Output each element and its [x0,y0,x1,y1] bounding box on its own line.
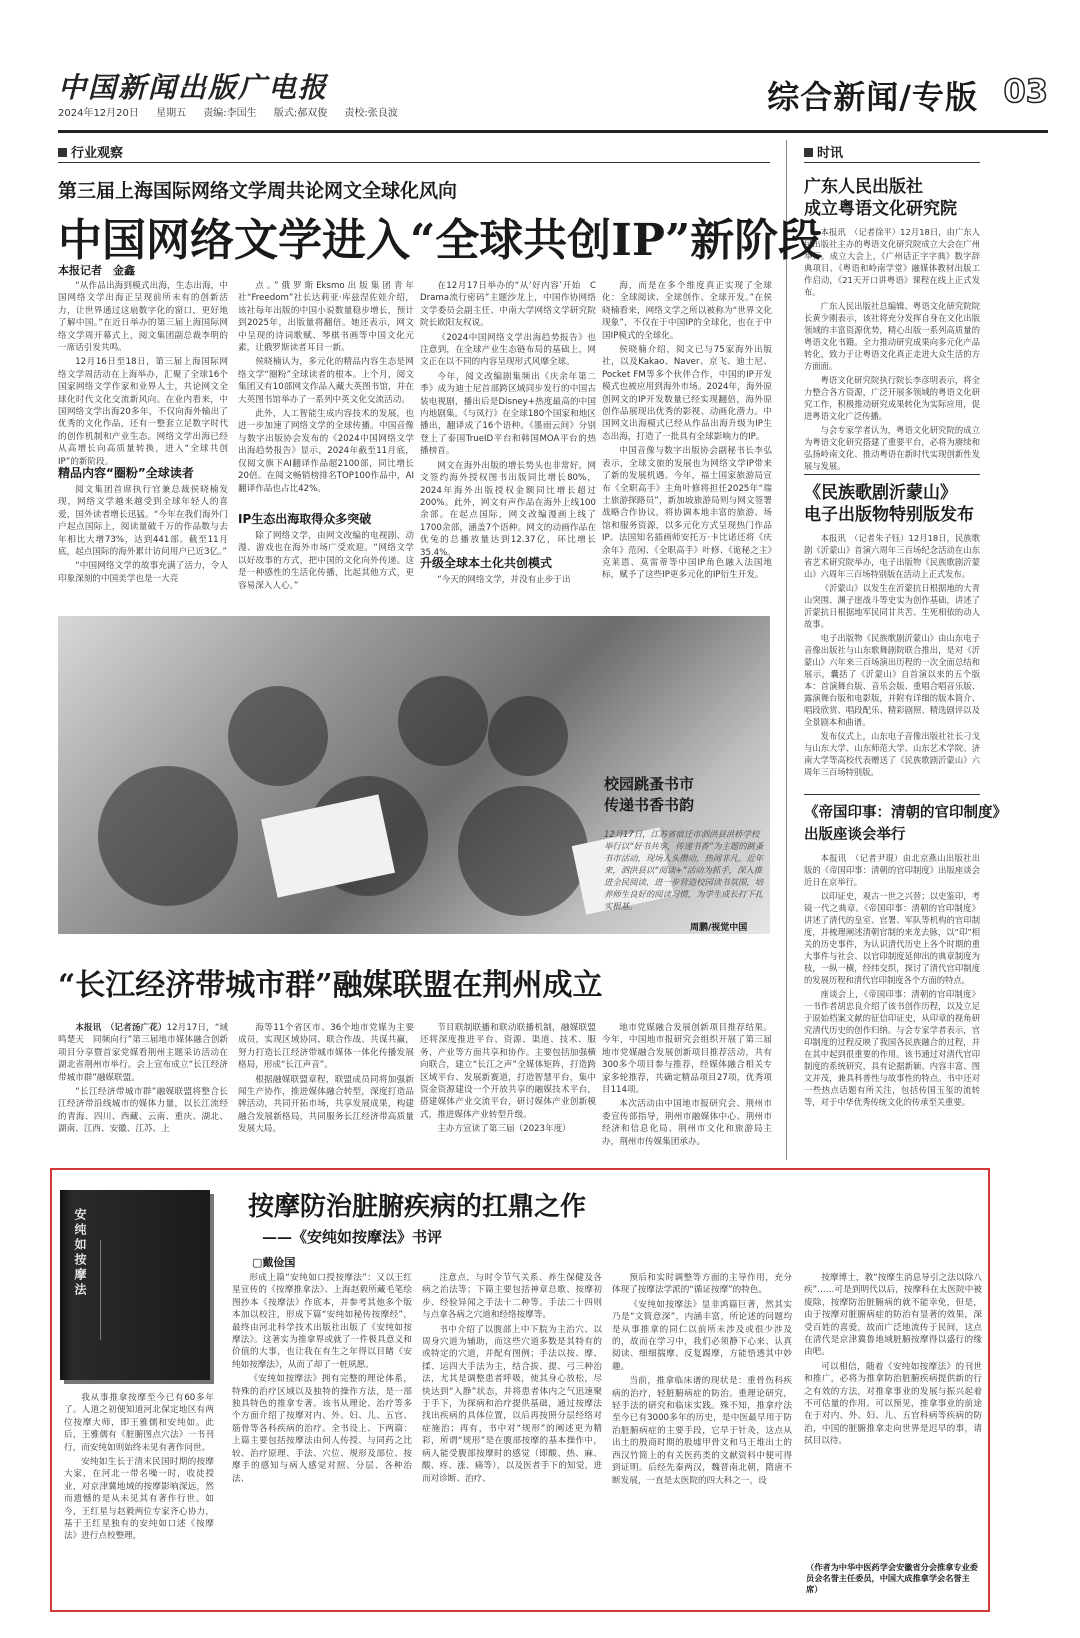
author-mark-icon: ▢ [252,1256,263,1269]
photo-shape [398,676,488,766]
photo-shape [98,766,238,906]
sidebar-story-3-title: 《帝国印事：清朝的官印制度》 出版座谈会举行 [804,804,1007,843]
issue-proof: 责校:张良波 [344,108,398,119]
article-kicker: 第三届上海国际网络文学周共论网文全球化风向 [58,180,458,202]
sidebar-story-2-text: 本报讯 （记者朱子钰）12月18日，民族歌剧《沂蒙山》首演六周年三百场纪念活动在山东省艺术研究院举办，电子出版物《民族歌剧沂蒙山》六周年三百场特别版在活动上正式发布。 《沂蒙山》以发生在沂蒙抗日根据地的大青山突围、渊子崖战斗等史实为创作基础，讲述了沂蒙抗日根据地军民同甘共苦、生死相依的动人故事。 电子出版物《民族歌剧沂蒙山》由山东电子音像出版社与山东歌舞剧院联合推出，是对《沂蒙山》六年来三百场演出历程的一次全面总结和展示，囊括了《沂蒙山》自首演以来的五个版本：首演舞台版、音乐会版、重唱合唱音乐版、露演舞台版和电影版，并附有详细的版本简介、唱段欣赏、唱段配乐、精彩剧照、精选剧评以及全景剧本和曲谱。 发布仪式上，山东电子音像出版社社长刁戈与山东大学、山东师范大学、山东艺术学院、济南大学等高校代表赠送了《民族歌剧沂蒙山》六周年三百场特别版。 [804,533,980,777]
review-subtitle: ——《安纯如按摩法》书评 [262,1228,443,1246]
article-subhead-3: 升级全球本土化共创模式 [420,556,553,570]
issue-date: 2024年12月20日 [58,108,139,119]
review-title: 按摩防治脏腑疾病的扛鼎之作 [248,1192,587,1222]
article2-column-3: 节目联制联播和联动联播机制，融媒联盟还将深度推进平台、资源、渠道、技术、服务、产业等方面共享和协作。主要包括加强横向联合，建立“长江之声”全媒体矩阵，打造跨区域平台、发展新赛道，打造智慧平台，集中资金资源建设一个开放共享的融媒技术平台，搭建媒体产业交流平台，研讨媒体产业创新模式，推进媒体产业转型升级。 主办方宣读了第三届（2023年度） [420,1023,596,1135]
section-tag-news: 时讯 [804,142,843,161]
article-headline: 中国网络文学进入“全球共创IP”新阶段 [58,215,823,266]
paper-name: 中国新闻出版广电报 [58,71,329,104]
article2-headline: “长江经济带城市群”融媒联盟在荆州成立 [58,968,603,1003]
photo-shape [458,786,588,916]
section-title: 综合新闻/专版 [767,78,978,116]
article-subhead-2: IP生态出海取得众多突破 [238,512,372,526]
photo-caption: 12月17日，江苏省宿迁市泗洪县洪桥学校举行以“好书共享，传递书香”为主题的跳蚤书市活动，现场人头攒动，热闹非凡。近年来，泗洪县以“阅读+”活动为抓手，深入推进全民阅读，进一步营造校园读书氛围，培养师生良好的阅读习惯，为学生成长打下扎实根基。 [604,829,764,911]
photo-shape [488,696,568,776]
column-divider [786,140,787,1160]
article-column-1: “从作品出海到模式出海，生态出海，中国网络文学出海正呈现前所未有的创新活力，让世界通过这扇数字化的窗口，更好地了解中国。”在近日举办的第三届上海国际网络文学周开幕式上，阅文集团副总裁李明的一席话引发共鸣。 12月16日至18日，第三届上海国际网络文学周活动在上海举办，汇聚了全球16个国家网络文学作家和业界人士，共论网文全球化时代文化交流新风向。在业内看来，中国网络文学出海20多年，不仅向海外输出了优秀的文化作品，还有一整套立足数字时代的创作机制和产业生态。网络文学出海已经从高增长向高质量转换，进入“全球共创IP”的新阶段。 [58,281,228,467]
article2-column-1: 本报讯 （记者汤广花）12月17日，“域鸣楚天 同频向行”第三届地市媒体融合创新项目分享暨首家党媒看荆州主题采访活动在湖北省荆州市举行。会上宣布成立“长江经济带城市群”融媒联盟。 “长江经济带城市群”融媒联盟将整合长江经济带沿线城市的媒体力量，以长江流经的青海、四川、西藏、云南、重庆、湖北、湖南、江西、安徽、江苏、上 [58,1023,229,1135]
page-number: 03 [1003,72,1048,110]
sidebar-story-3-text: 本报讯 （记者尹琨）由北京燕山出版社出版的《帝国印事：清朝的官印制度》出版座谈会近日在京举行。 以印证史，观古一世之兴替；以史鉴印，考镜一代之典章。《帝国印事：清朝的官印制度》讲述了清代的皇室、官署、军队等机构的官印制度，并梳理阐述清朝官制的来龙去脉，以“印”相关的历史事件，为认识清代历史上各个时期的重大事件与社会、以官印制度延伸出的典章制度为枝，一纵一横，经纬交织，探讨了清代官印制度的发展历程和清代官印制度各个方面的特点。 座谈会上，《帝国印事：清朝的官印制度》一书作者胡忠良介绍了该书创作历程，以及立足于原始档案文献的征信印证史，从印章的视角研究清代历史的创作归纳。与会专家学者表示，官印制度的过程反映了我国各民族融合的过程，并在其中起到很重要的作用。该书通过对清代官印制度的系统研究，具有论据新颖、内容丰富、图文并茂，兼具科普性与故事性的特点。书中还对一些热点话题有所关注，包括传国玉玺的流转等，对于中华优秀传统文化的传承至关重要。 [804,853,980,1107]
sidebar-story-2-title: 《民族歌剧沂蒙山》 电子出版物特别版发布 [804,483,974,525]
issue-line [58,104,412,119]
issue-weekday: 星期五 [156,108,187,119]
article-column-3: 在12月17日举办的“从‘好内容’开始 C Drama流行密码”主题沙龙上，中国作协网络文学委员会副主任、中南大学网络文学研究院院长欧阳友权说。 《2024中国网络文学出海趋势报告》也注意到，在全球产业生态链布局的基础上，网文正在以不同的内容呈现形式风靡全球。 今年，阅文改编剧集频出《庆余年第二季》成为迪士尼首部跨区域同步发行的中国古装电视剧，播出后是Disney+热度最高的中国内地剧集。《与凤行》在全球180个国家和地区播出，翻译成了16个语种。《墨雨云间》分别登上了泰国TrueID平台和韩国MOA平台的热播榜首。 网文在海外出版的增长势头也非常好。网文签约海外授权图书出版同比增长80%，2024年海外出版授权金额同比增长超过200%。此外，网文有声作品在海外上线100余部。在起点国际，网文改编漫画上线了1700余部，涵盖7个语种。网文的动画作品在优兔的总播放量达到12.37亿，环比增长35.4%。 [420,281,596,558]
review-column-4: 预后和实时调整等方面的主导作用，充分体现了按摩法学派的“循证按摩”的特色。 《安纯如按摩法》显非鸿篇巨著，然其实乃是“文简意深”，内涵丰富，所论述的问题均是从事推拿的同仁以前所未涉及或很少涉及的，故而在学习中，我们必须静下心来、认真阅读、细细揣摩、反复踢摩，方能悟透其中妙趣。 当前，推拿临床谱的现状是：重骨伤科疾病的治疗，轻脏腑病症的防治。重理论研究，轻手法的研究和临床实践。殊不知，推拿疗法至今已有3000多年的历史，是中医最早用于防治脏腑病症的主要手段，它早于针灸，这点从出土的殷商时期的股墟甲骨文和马王堆出土的西汉竹简上的有关医药类的文献资料中便可得到证明。后经先秦两汉，魏晋南北朝，隋唐不断发展，一直是太医院的四大科之一，设 [612,1273,792,1486]
book-cover-line [100,1240,101,1340]
article-column-4: 海，而是在多个维度真正实现了全球化：全球阅读、全球创作、全球开发。”在侯晓楠看来，网络文学之所以被称为“世界文化现象”，不仅在于中国IP的全球化，也在于中国IP模式的全球化。 侯晓楠介绍，阅文已与75家海外出版社，以及Kakao、Naver、京飞、迪士尼、Pocket FM等多个伙伴合作，中国的IP开发模式也被应用到海外市场。2024年，海外原创网文的IP开发数量已经实现翻倍，海外原创作品展现出优秀的影视、动画化潜力。中国网文出海模式已经从作品出海升级为IP生态出海，打造了一批具有全球影响力的IP。 中国音像与数字出版协会副秘书长李弘表示，全球文旅的发展也为网络文学IP带来了新的发展机遇。今年，福士国家旅游局宣布《全职高手》主角叶修将担任2025年“瑞士旅游探路员”，新加坡旅游局则与网文签署战略合作协议，将协调本地丰富的旅游、场馆和服务资源，以多元化方式呈现热门作品IP。法国知名插画师安托万·卡比诺还将《庆余年》范闲、《全职高手》叶修、《诡秘之主》克莱恩、莫雷蒂等中国IP角色融入法国地标，赋予了这些IP更多元化的IP衍生开发。 [602,281,772,581]
article-subhead-1: 精品内容“圈粉”全球读者 [58,466,194,480]
review-column-1: 我从事推拿按摩至今已有60多年了。人道之初便知道河北保定地区有两位按摩大师，即王雅儒和安纯如。此后，王雅儒有《脏腑图点穴法》一书刊行，而安纯如则始终未见有著作问世。 安纯如生长于清末民国时期的按摩大家，在河北一带名噪一时，收徒授业，对京津冀地域的按摩影响深远，然而遗憾的是从未见其有著作行世。如今，王红星与赵毅两位专家齐心协力，基于王红星独有的安纯如口述《按摩法》进行点校整理， [64,1393,214,1542]
review-author-note: （作者为中华中医药学会安徽省分会推拿专业委员会名誉主任委员，中国大成推拿学会名誉主席） [806,1562,978,1594]
photo-credit: 周鹏/视觉中国 [690,923,748,933]
article2-column-2: 海等11个省区市、36个地市党媒为主要成员，实现区域协同、联合作战、共谋共赢，努力打造长江经济带城市媒体一体化传播发展格局，形成“长江声音”。 根据融媒联盟章程，联盟成员同将加强新闻生产协作，推进媒体融合转型，深度打造品牌活动，共同开拓市场，共享发展成果，构建融合发展新格局，共同服务长江经济带高质量发展大局。 [238,1023,414,1135]
photo-shape [228,686,328,786]
masthead [58,66,1048,124]
review-author: ▢戴俭国 [252,1256,296,1269]
divider [804,474,980,475]
article-column-3b: “今天的网络文学，并没有止步于出 [437,575,571,585]
review-column-3: 注意点，与时令节气关系、养生保健及各病之治法等；下篇主要包括神章总歌、按摩初步、经验异闻之手法十二种等。手法二十四则与点拿各病之穴道和经络按摩等。 书中介绍了以腹部上中下脘为主治穴、以周身穴道为辅助，而这些穴道多数是其特有的或特定的穴道，并配有图例；手法以按、摩、揉、运四大手法为主，结合拔、提、弓三种治法，尤其是调整患者呼吸，使其身心放松，尽快达到“入静”状态，并将患者体内之气迅速聚于手下，为探病和治疗提供基础，通过按摩法找出疾病的具体位置，以后再按照分层经络对症施治；再有，书中对“规形”的阐述更为精彩，所谓“规形”是在腹部按摩的基本操作中，病人能受腹部按摩时的感觉（即酸、热、麻、酸、疼、涨、痛等），以及医者手下的知觉，进而对诊断、治疗、 [422,1273,602,1484]
sidebar-story-1-text: 本报讯 （记者徐平）12月18日，由广东人民出版社主办的粤语文化研究院成立大会在广州举行。成立大会上，《广州话正字字典》数字辞典项目、《粤语和岭南学堂》融媒体教材出版工作启动，《21天开口讲粤语》课程在线上正式发布。 广东人民出版社总编辑、粤语文化研究院院长黄少刚表示，该社将充分发挥自身在文化出版领域的丰富资源优势，精心出版一系列高质量的粤语文化书籍。全力推动研究成果向多元化产品转化，致力于让粤语文化真正走进大众生活的方方面面。 粤语文化研究院执行院长李彦明表示，将全力整合各方资源，广泛开展多领域的粤语文化研究工作，积极推动研究成果转化为实际应用，促进粤语文化广泛传播。 与会专家学者认为，粤语文化研究院的成立为粤语文化研究搭建了重要平台，必将为赓续和弘扬岭南文化、推动粤语在新时代实现创新性发展与发展。 [804,227,980,471]
book-cover-title: 安纯如按摩法 [73,1208,87,1298]
photo-caption-title: 校园跳蚤书市 传递书香书韵 [604,775,695,814]
masthead-rule [58,130,1048,133]
article-byline: 本报记者 金鑫 [58,264,135,277]
divider [58,162,770,163]
issue-editor: 责编:李国生 [203,108,257,119]
review-column-2: 形成上篇“安纯如口授按摩法”：又以王红星宣传的《按摩推拿法》、上海赵毅所藏毛笔绘图抄本《按摩法》作底本，并参考其他多个版本加以校注，形成下篇“安纯如秘传按摩经”，最终由河北科学技术出版社出版了《安纯如按摩法》。这著实为推拿界或就了一件极具意义和价值的大事，也让我在有生之年得以目睹《安纯如按摩法》，从而了却了一桩夙愿。 《安纯如按摩法》拥有完整的理论体系，特殊的治疗区域以及独特的操作方法，是一部独具特色的推拿专著。该书从理论、治疗等多个方面介绍了按摩对内、外、妇、儿、五官、筋骨等各科疾病的治疗。全书设上、下两篇：上篇主要包括按摩法由何人传授、与同药之比较、治疗原理、手法、穴位、规形及部位、按摩手的感知与病人感觉对照、分层、各种治法、 [232,1273,412,1484]
review-column-5: 按摩博士，教“按摩生消息导引之法以除八疾”……可是到明代以后，按摩科在太医院中被废除，按摩防治脏腑病的就不能幸免，但是，由于按摩对脏腑病症的防治有显著的效果，深受百姓的喜爱，故而广泛地流传于民间，这点在清代是京津冀鲁地域脏腑按摩得以盛行的缘由吧。 可以相信，随着《安纯如按摩法》的刊世和推广，必将为推拿防治脏腑疾病提供新的行之有效的方法，对推拿事业的发展与振兴起着不可估量的作用。可以预见，推拿事业的前途在于对内、外、妇、儿、五官科病等疾病的防治，中国的脏腑推拿走向世界是迟早的事，请拭目以待。 [804,1273,982,1447]
section-tag-industry: 行业观察 [58,142,123,161]
article2-column-4: 地市党媒融合发展创新项目推荐结果。今年，中国地市报研究会组织开展了第三届地市党媒融合发展创新项目推荐活动，共有300多个项目参与推荐，经媒体融合相关专家多轮推荐，共确定精品项目27项，优秀项目114项。 本次活动由中国地市报研究会、荆州市委宣传部指导，荆州市融媒体中心、荆州市经济和信息化局、荆州市文化和旅游局主办，荆州市传媒集团承办。 [602,1023,772,1147]
article-column-2: 点。”俄罗斯Eksmo出版集团青年社“Freedom”社长达莉亚·库兹涅佐娃介绍，该社每年出版的中国小说数量稳步增长，预计到2025年，出版量将翻倍。她还表示，网文中呈现的诗词歌赋、琴棋书画等中国文化元素，让俄罗斯读者耳目一新。 侯晓楠认为，多元化的精品内容生态是网络文学“圈粉”全球读者的根本。上个月，阅文集团又有10部网文作品入藏大英图书馆，并在大英图书馆举办了一系列中英文化交流活动。 此外，人工智能生成内容技术的发展，也进一步加速了网络文学的全球传播。中国音像与数字出版协会发布的《2024中国网络文学出海趋势报告》显示，2024年截至11月底，仅阅文旗下AI翻译作品超2100部，同比增长20倍。在阅文畅销榜排名TOP100作品中，AI翻译作品也占比42%。 [238,281,414,494]
divider [804,162,980,163]
divider [804,794,980,795]
article-column-2b: 除了网络文学，由网文改编的电视剧、动漫、游戏也在海外市场广受欢迎。“网络文学以好故事的方式，把中国的文化向外传递。这是一种感性的生活化传播，比起其他方式，更容易深入人心。” [238,531,414,591]
article-column-1b: 阅文集团首席执行官兼总裁侯晓楠发现，网络文学越来越受到全球年轻人的喜爱，国外读者增长迅猛。“今年在我们海外门户起点国际上，阅读量破千万的作品数与去年相比大增73%，达到441部。截至11月底，起点国际的海外累计访问用户已近3亿。” “中国网络文学的故事充满了活力，令人印象深刻的中国美学也是一大亮 [58,485,228,584]
issue-layout: 版式:郝双俊 [273,108,328,119]
sidebar-story-1-title: 广东人民出版社 成立粤语文化研究院 [804,177,957,219]
